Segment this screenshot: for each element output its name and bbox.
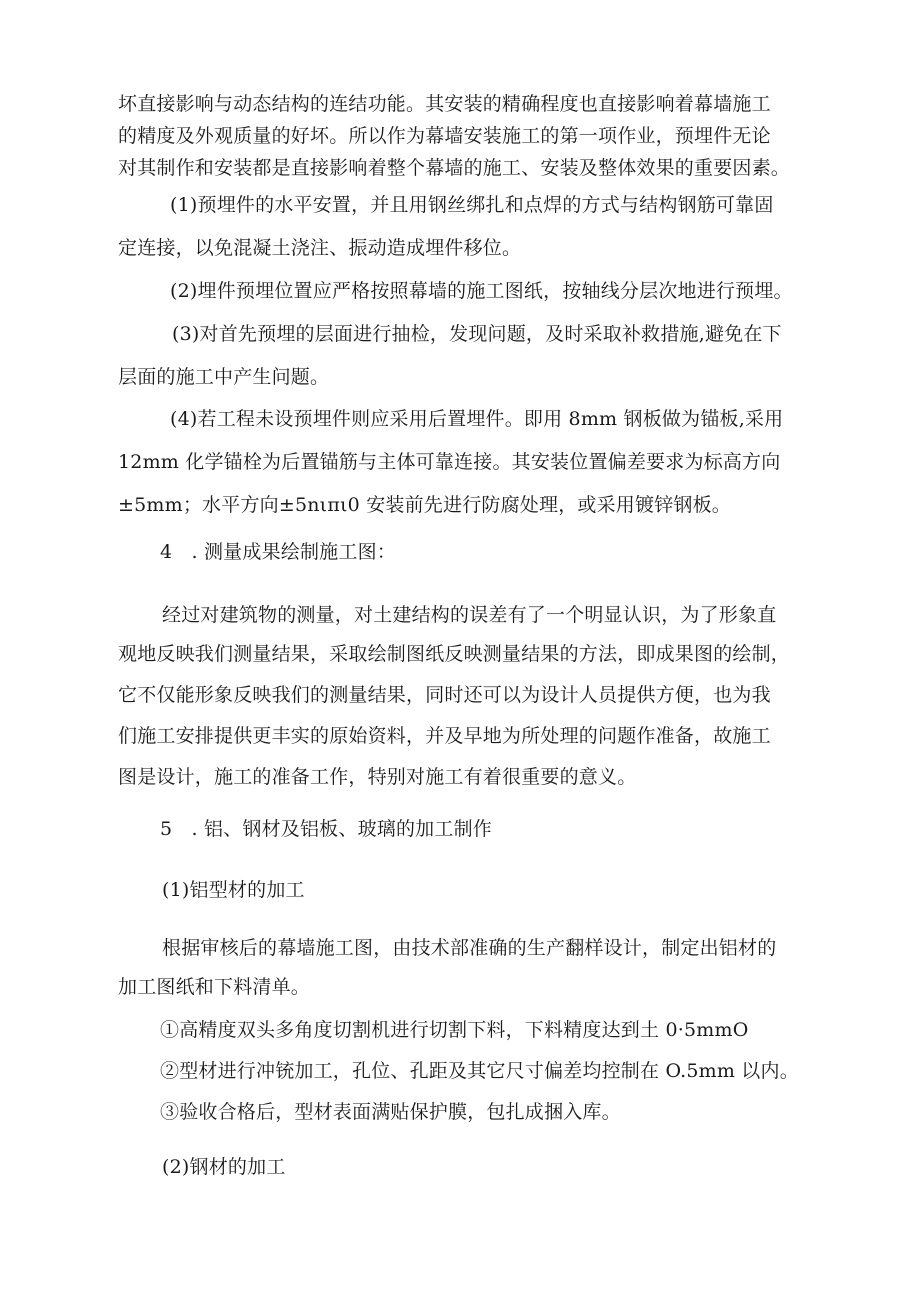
text-line: (2)埋件预埋位置应严格按照幕墙的施工图纸，按轴线分层次地进行预埋。 — [170, 280, 793, 302]
sub-heading: (1)铝型材的加工 — [162, 879, 305, 901]
sub-heading: (2)钢材的加工 — [162, 1156, 286, 1178]
text-line: (4)若工程未设预埋件则应采用后置埋件。即用 8mm 钢板做为锚板,采用 — [170, 408, 784, 430]
text-line: (1)预埋件的水平安置，并且用钢丝绑扎和点焊的方式与结构钢筋可靠固 — [170, 194, 774, 216]
section-heading: 4 . 测量成果绘制施工图： — [160, 541, 396, 563]
list-item: ②型材进行冲铳加工，孔位、孔距及其它尺寸偏差均控制在 O.5mm 以内。 — [160, 1060, 799, 1082]
text-line: 的精度及外观质量的好坏。所以作为幕墙安装施工的第一项作业，预埋件无论 — [118, 125, 771, 147]
text-line: ±5mm；水平方向±5nιπι0 安装前先进行防腐处理，或采用镀锌钢板。 — [118, 494, 732, 516]
text-line: 定连接，以免混凝土浇注、振动造成埋件移位。 — [118, 237, 522, 259]
section-heading: 5 . 铝、钢材及铝板、玻璃的加工制作 — [160, 818, 492, 840]
text-line: 12mm 化学锚栓为后置锚筋与主体可靠连接。其安装位置偏差要求为标高方向 — [118, 451, 781, 473]
text-line: 坏直接影响与动态结构的连结功能。其安装的精确程度也直接影响着幕墙施工 — [118, 93, 771, 115]
list-item: ①高精度双头多角度切割机进行切割下料，下料精度达到土 0·5mmO — [160, 1019, 749, 1041]
text-line: 观地反映我们测量结果，采取绘制图纸反映测量结果的方法，即成果图的绘制， — [118, 643, 791, 665]
text-line: 对其制作和安装都是直接影响着整个幕墙的施工、安装及整体效果的重要因素。 — [118, 157, 791, 179]
text-line: 图是设计，施工的准备工作，特别对施工有着很重要的意义。 — [118, 766, 637, 788]
text-line: 层面的施工中产生问题。 — [118, 366, 330, 388]
text-line: 加工图纸和下料清单。 — [118, 976, 311, 998]
text-line: 经过对建筑物的测量，对土建结构的误差有了一个明显认识，为了形象直 — [162, 604, 777, 626]
text-line: 根据审核后的幕墙施工图，由技术部准确的生产翻样设计，制定出铝材的 — [162, 937, 777, 959]
list-item: ③验收合格后，型材表面满贴保护膜，包扎成捆入库。 — [160, 1101, 621, 1123]
text-line: 们施工安排提供更丰实的原始资料，并及早地为所处理的问题作准备，故施工 — [118, 725, 771, 747]
text-line: 它不仅能形象反映我们的测量结果，同时还可以为设计人员提供方便，也为我 — [118, 684, 771, 706]
text-line: (3)对首先预埋的层面进行抽检，发现问题，及时采取补救措施,避免在下 — [172, 323, 782, 345]
